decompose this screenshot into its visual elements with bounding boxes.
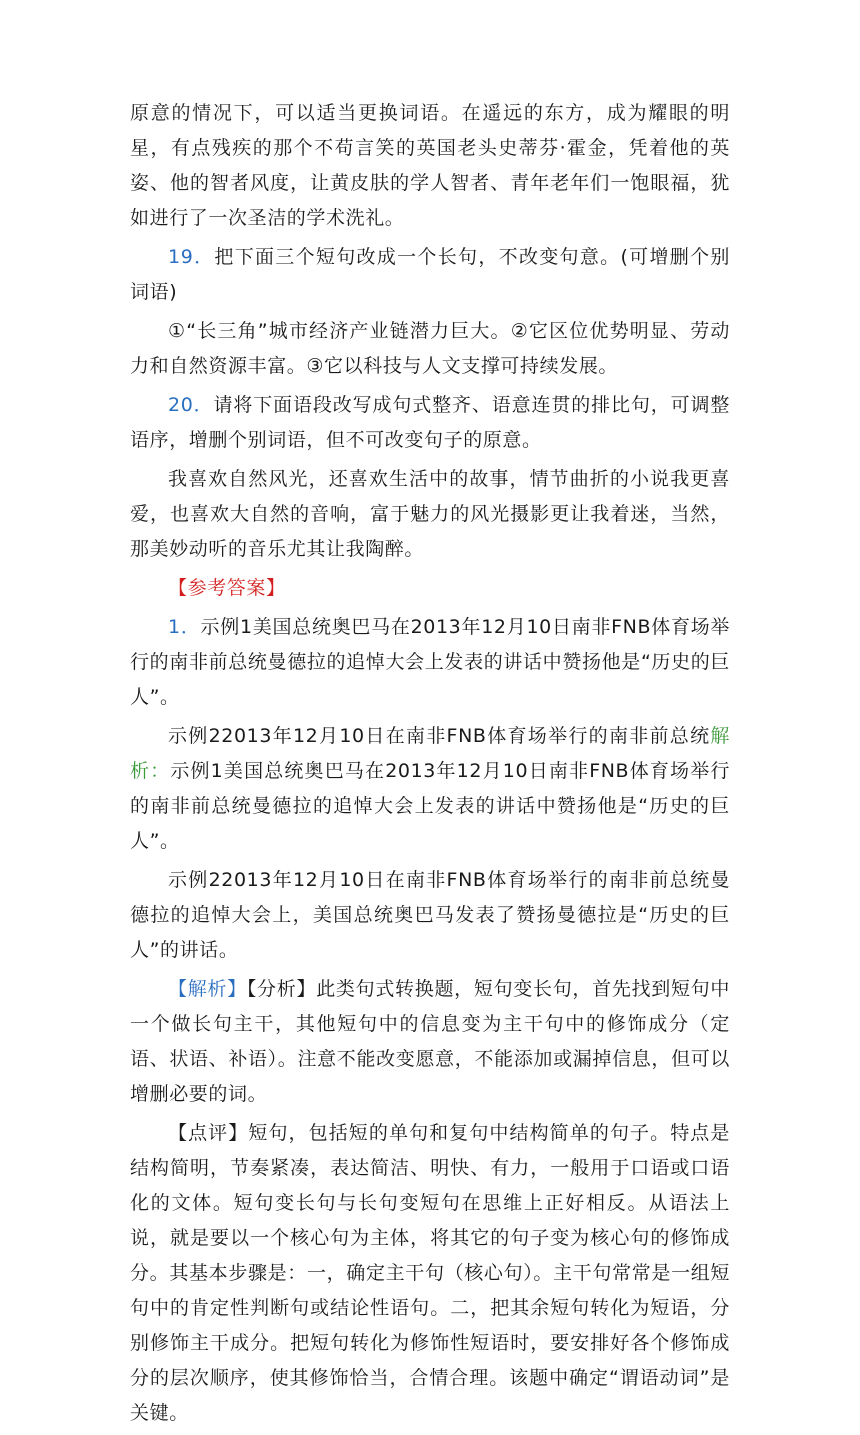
answer-1 bbox=[130, 610, 730, 715]
comment-paragraph bbox=[130, 1116, 730, 1431]
example-2-partial-text: 示例22013年12月10日在南非FNB体育场举行的南非前总统 bbox=[168, 725, 711, 747]
example-2-full-text: 示例22013年12月10日在南非FNB体育场举行的南非前总统曼德拉的追悼大会上，美国总统奥巴马发表了赞扬曼德拉是“历史的巨人”的讲话。 bbox=[130, 869, 730, 961]
answer-1-example-2-partial bbox=[130, 719, 730, 859]
intro-text: 原意的情况下，可以适当更换词语。在遥远的东方，成为耀眼的明星，有点残疾的那个不苟言笑的英国老头史蒂芬·霍金，凭着他的英姿、他的智者风度，让黄皮肤的学人智者、青年老年们一饱眼福，犹如进行了一次圣洁的学术洗礼。 bbox=[130, 102, 730, 229]
question-20-number: 20． bbox=[168, 394, 214, 416]
question-20-content bbox=[130, 462, 730, 567]
analysis-paragraph bbox=[130, 972, 730, 1112]
analysis-tag: 【解析】 bbox=[168, 978, 247, 1000]
question-19-prompt: 把下面三个短句改成一个长句，不改变句意。(可增删个别词语) bbox=[130, 246, 730, 303]
answer-heading bbox=[130, 571, 730, 606]
comment-label: 【点评】 bbox=[168, 1122, 249, 1144]
analysis-label: 【分析】 bbox=[246, 978, 317, 1000]
answer-1-number: 1． bbox=[168, 616, 201, 638]
question-20 bbox=[130, 388, 730, 458]
answer-heading-text: 【参考答案】 bbox=[168, 577, 286, 599]
analysis-inline-label: 解析： bbox=[130, 725, 730, 782]
question-19-number: 19． bbox=[168, 246, 215, 268]
comment-text: 短句，包括短的单句和复句中结构简单的句子。特点是结构简明，节奏紧凑，表达简洁、明快、有力，一般用于口语或口语化的文体。短句变长句与长句变短句在思维上正好相反。从语法上说，就是要以一个核心句为主体，将其它的句子变为核心句的修饰成分。其基本步骤是：一，确定主干句（核心句）。主干句常常是一组短句中的肯定性判断句或结论性语句。二，把其余短句转化为短语，分别修饰主干成分。把短句转化为修饰性短语时，要安排好各个修饰成分的层次顺序，使其修饰恰当，合情合理。该题中确定“谓语动词”是关键。 bbox=[130, 1122, 730, 1424]
intro-paragraph bbox=[130, 96, 730, 236]
question-20-prompt: 请将下面语段改写成句式整齐、语意连贯的排比句，可调整语序，增删个别词语，但不可改变句子的原意。 bbox=[130, 394, 730, 451]
question-19-sentences: ①“长三角”城市经济产业链潜力巨大。②它区位优势明显、劳动力和自然资源丰富。③它以科技与人文支撑可持续发展。 bbox=[130, 320, 730, 377]
answer-1-text: 示例1美国总统奥巴马在2013年12月10日南非FNB体育场举行的南非前总统曼德拉的追悼大会上发表的讲话中赞扬他是“历史的巨人”。 bbox=[130, 616, 730, 708]
question-19-content bbox=[130, 314, 730, 384]
answer-1-example-2-full bbox=[130, 863, 730, 968]
document-page bbox=[130, 96, 730, 1435]
question-19 bbox=[130, 240, 730, 310]
analysis-inline-text: 示例1美国总统奥巴马在2013年12月10日南非FNB体育场举行的南非前总统曼德拉的追悼大会上发表的讲话中赞扬他是“历史的巨人”。 bbox=[130, 760, 730, 852]
question-20-passage: 我喜欢自然风光，还喜欢生活中的故事，情节曲折的小说我更喜爱，也喜欢大自然的音响，富于魅力的风光摄影更让我着迷，当然，那美妙动听的音乐尤其让我陶醉。 bbox=[130, 468, 730, 560]
analysis-text: 此类句式转换题，短句变长句，首先找到短句中一个做长句主干，其他短句中的信息变为主干句中的修饰成分（定语、状语、补语）。注意不能改变愿意，不能添加或漏掉信息，但可以增删必要的词。 bbox=[130, 978, 730, 1105]
